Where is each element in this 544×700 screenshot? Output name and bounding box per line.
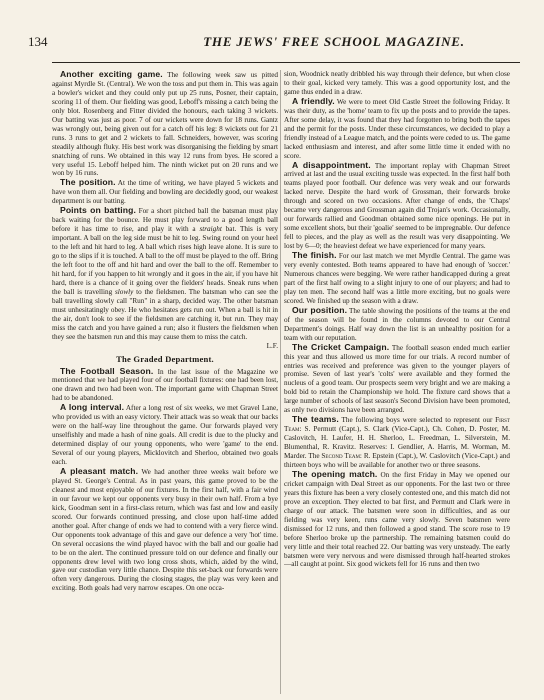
paragraph-our-position: [284, 306, 510, 343]
subheading: Another exciting game.: [60, 70, 163, 79]
page-header: [28, 34, 520, 52]
emphasis-text: slowly: [114, 287, 134, 296]
paragraph-opening-match: [284, 470, 510, 569]
paragraph-text: : R. Epstein (Capt.), W. Caslovitch (Vice-Capt.) and thirteen boys who will be available for another two or three seasons.: [284, 452, 510, 469]
paragraph-text: bat. This is very important. A ball on the leg side must be hit to leg. Swing round on your heel to the left and hit hard to leg. A ball which rises high leave alone. It is sure to go to the slips if it is touched. A ball to the off must be played to the off. Bring the left foot to the off and hit hard and over the ball to the off. Remember to hit hard, for if you happen to hit wrongly and it goes in the air, if you have hit hard, there is a chance of it going over the fielders' heads. Sneak runs when the ball is travelling: [52, 225, 278, 296]
right-column: [284, 70, 510, 694]
paragraph-text: The important replay with Chapman Street arrived at last and the usual exciting tussle was expected. In the first half both teams played poor football. Our defence was very weak and our forwards lacked nerve. Despite the hard work of Grossman, their forwards broke through and scored on two occasions. After change of ends, the 'Chaps' became very dangerous and Grossman again did Trojan's work. Occasionally, our forwards rallied and Goodman obtained some nice openings. He put in some excellent shots, but their 'goalie' seemed to be impregnable. Our defence fell to pieces, and the play as well as the result was very disappointing. We lost by 6—0; the heaviest defeat we have experienced for many years.: [284, 161, 510, 251]
paragraph-text: The table showing the positions of the teams at the end of the season will be found in the columns devoted to our Central Department's doings. Half way down the list is an unhealthy position for a team with our reputation.: [284, 306, 510, 342]
subheading: The position.: [60, 177, 116, 188]
paragraph-text: We were to meet Old Castle Street the following Friday. It was their duty, as the 'home' team to fix up the posts and to provide the tapes. After some delay, it was found that they had forgotten to bring both the tapes and the permit for the posts. Under these circumstances, we decided to play a friendly instead of a League match, and the points were ceded to us. The game lacked enthusiasm and interest, and after some little time it ended with no score.: [284, 97, 510, 160]
paragraph-text: to the fieldsmen. The batsman who can see the ball travelling slowly call "Run" in a sharp, decided way. The other batsman must unhesitatingly obey. He who hesitates gets run out. When a ball is hit in the air, don't look to see if the fieldsmen are catching it, but run. They may miss the catch and you have gained a run; also it flusters the fieldsmen when they see the batsmen run and this may cause them to miss the catch.: [52, 287, 278, 341]
emphasis-text: straight: [199, 225, 222, 234]
paragraph-pleasant-match: [52, 467, 278, 593]
paragraph-points-on-batting: [52, 206, 278, 341]
paragraph-continuation: [284, 70, 510, 97]
subheading: The Football Season.: [60, 365, 154, 376]
paragraph-text: For our last match we met Myrdle Central. The game was very evenly contested. Both teams appeared to have had enough of 'soccer.' Numerous chances were begging. We were rather handicapped during a great part of the first half owing to a slight injury to one of our players; and had to play ten men. The second half was a little more exciting, but no goals were scored. We finished up the season with a draw.: [284, 252, 510, 305]
subheading: The opening match.: [292, 468, 378, 479]
paragraph-football-season: [52, 367, 278, 404]
left-column: [52, 70, 278, 694]
paragraph-a-friendly: [284, 97, 510, 161]
paragraph-text: We had another three weeks wait before we played St. George's Central. As in past years, this game proved to be the cleanest and most enjoyable of our fixtures. In the first half, with a fair wind in our favour we kept our opponents very busy in their own half. From a bye kick, Goodman sent in a first-class return, which was fast and low and easily scored. Our forwards continued pressing, and close upon half-time added another goal. After change of ends we had to contend with a very fierce wind. Our opponents took advantage of this and gave our defence a very 'hot' time. On several occasions the wind played havoc with the ball and our goalie had to be on the alert. The continued pressure told on our defence and finally our opponents drew level with two long cross shots, which, aided by the wind, gave our custodian very little chance. Despite this set-back our forwards were often very dangerous. During the closing stages, the play was very keen and exciting. Both goals had very narrow escapes. On one occa-: [52, 467, 278, 593]
paragraph-text: The following boys were selected to represent our: [338, 416, 496, 425]
paragraph-the-finish: [284, 251, 510, 306]
subheading: The Cricket Campaign.: [292, 341, 390, 352]
paragraph-cricket-campaign: [284, 343, 510, 416]
page-number: 134: [28, 34, 48, 49]
subheading: A friendly.: [292, 95, 335, 106]
paragraph-text: After a long rest of six weeks, we met Gravel Lane, who provided us with an easy victory. Their attack was so weak that our backs were on the half-way line throughout the game. Our forwards played very unselfishly and made a hash of nine goals. All credit is due to the plucky and determined display of our young opponents, who were 'game' to the end. Several of our young players, Micklovitch and Sherloo, obtained two goals each.: [52, 404, 278, 467]
paragraph-the-teams: [284, 415, 510, 470]
paragraph-text: On the first Friday in May we opened our cricket campaign with Deal Street as our opponents. For the last two or three years this fixture has been a very closely contested one, and this match did not prove an exception. They elected to bat first, and Permutt and Clark were in charge of our attack. The batsmen were soon in difficulties, and as our fielding was very keen, runs came very slowly. Seven batsmen were dismissed for 12 runs, and then followed a good stand. The score rose to 19 before Sherloo broke up the partnership. The remaining batsmen could do very little and their total reached 22. Our batting was very unsteady. The early batsmen were very nervous and were dismissed through half-hearted strokes—all caught at point. Six good wickets fell for 16 runs and then two: [284, 470, 510, 569]
header-rule: [52, 62, 520, 63]
subheading: The teams.: [292, 414, 339, 425]
paragraph-text: In the last issue of the Magazine we mentioned that we had played four of our football fixtures: one had been lost, one drawn and two had been won. The important game with Chapman Street had to be abandoned.: [52, 367, 278, 403]
subheading: Points on batting.: [60, 205, 136, 216]
subheading: A long interval.: [60, 402, 125, 413]
paragraph-another-exciting-game: [52, 70, 278, 178]
paragraph-text: At the time of writing, we have played 5 wickets and have won them all. Our fielding and bowling are decidedly good, our weakest department is our batting.: [52, 179, 278, 206]
subheading: Our position.: [292, 304, 348, 315]
subheading: The finish.: [292, 250, 337, 261]
paragraph-text: The football season ended much earlier this year and thus allowed us more time for our trials. A record number of entries was received and preference was given to the younger players of promise. Seven of last year's 'colts' were available and they formed the nucleus of a good team. Our prospects seem very bright and we are making a bold bid to retain the Championship we hold. The fixture card shows that a large number of schools of last season's Second Division have been promoted, as only two divisions have been arranged.: [284, 343, 510, 415]
subheading: A pleasant match.: [60, 465, 139, 476]
paragraph-the-position: [52, 178, 278, 206]
paragraph-text: : S. Permutt (Capt.), S. Clark (Vice-Capt.), Ch. Cohen, D. Poster, M. Caslovitch, H. Laufer, H. H. Sherloo, L. Freedman, L. Silverstein, M. Blumenthal, R. Kravitz. Reserves: I. Gendlier, A. Harris, M. Worman, M. Marder. The: [284, 425, 510, 461]
section-title: The Graded Department.: [116, 353, 214, 364]
paragraph-a-disappointment: [284, 161, 510, 252]
column-divider: [280, 70, 281, 694]
paragraph-text: For a short pitched ball the batsman must play back waiting for the bounce. He must play forward to a good length ball before it has time to rise, and play it with a: [52, 207, 278, 234]
paragraph-text: sion, Woodnick neatly dribbled his way through their defence, but when close to their goal, kicked very tamely. This was a good opportunity lost, and the game thus ended in a draw.: [284, 70, 510, 96]
paragraph-long-interval: [52, 403, 278, 467]
team-label: First Team: [284, 416, 510, 434]
paragraph-text: The following week saw us pitted against Myrdle St. (Central). We won the toss and put them in. This was again a bowler's wicket and they could only put up 25 runs, Posner, their captain, scoring 11 of them. Our fielding was good, Leboff's missing a catch being the only blot. Rosenberg and Fitter divided the honours, each taking 3 wickets. Our batting was just as poor. 7 of our wickets were down for 18 runs. Gantz was wrongly out, being given out for a catch off his leg: 8 wickets out for 21 runs. 3 runs to get and 2 wickets to fall. Schneiders, however, was scoring steadily although fluky. His best work was disorganising the fielding by smart snatching of runs. We obtained in this way 12 runs from byes. He scored a very useful 15. Leboff helped him. The ninth wicket put on 20 runs and we won by 16 runs.: [52, 71, 278, 178]
running-title: THE JEWS' FREE SCHOOL MAGAZINE.: [203, 34, 465, 49]
team-label: Second Team: [321, 452, 360, 461]
subheading: A disappointment.: [292, 159, 371, 170]
author-signature: L.F.: [266, 341, 278, 350]
